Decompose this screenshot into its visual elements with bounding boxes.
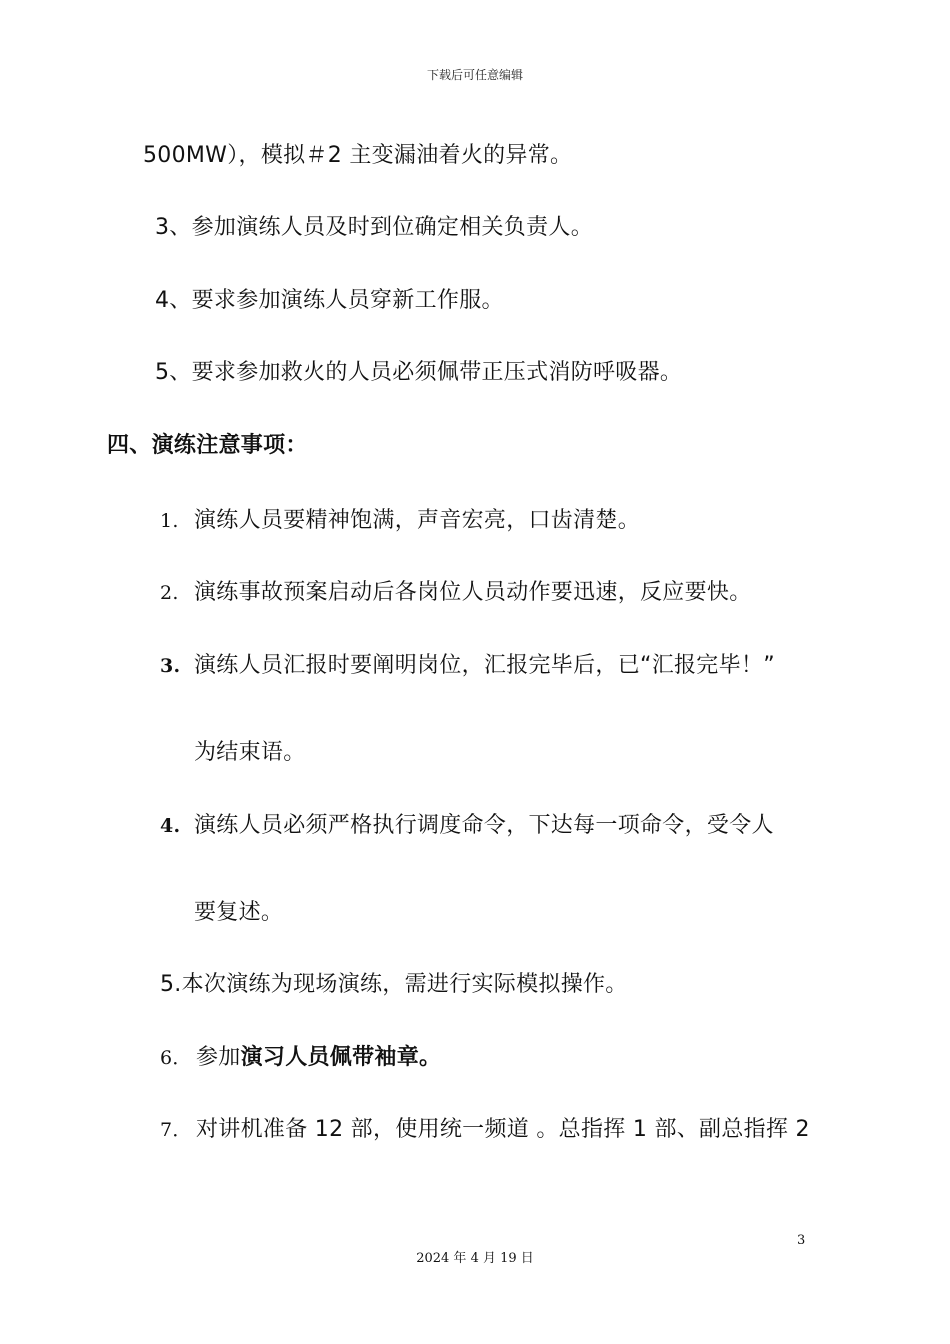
list-item: 5.本次演练为现场演练，需进行实际模拟操作。 (160, 972, 628, 997)
list-item-number: 1. (160, 510, 179, 532)
list-item-number: 7． (160, 1119, 192, 1141)
list-item (160, 1040, 441, 1071)
list-item-continuation: 为结束语。 (194, 740, 306, 765)
list-item (160, 575, 752, 606)
list-item-text: 演练人员汇报时要阐明岗位，汇报完毕后，已“汇报完毕！” (194, 653, 775, 678)
list-item (160, 648, 775, 679)
paragraph-line: 5、要求参加救火的人员必须佩带正压式消防呼吸器。 (155, 360, 683, 385)
list-item-number: 6． (160, 1047, 192, 1069)
list-item-text: 演练人员必须严格执行调度命令，下达每一项命令，受令人 (194, 813, 774, 838)
list-item-number: 4. (160, 815, 181, 837)
list-item-text: 演练事故预案启动后各岗位人员动作要迅速，反应要快。 (194, 580, 752, 605)
list-item (160, 503, 640, 534)
section-heading: 四、演练注意事项： (107, 433, 308, 458)
list-item (160, 1112, 810, 1143)
paragraph-line: 500MW），模拟＃2 主变漏油着火的异常。 (143, 143, 573, 168)
list-item (160, 808, 774, 839)
list-item-number: 2. (160, 582, 179, 604)
list-item-continuation: 要复述。 (194, 900, 284, 925)
footer-date: 2024 年 4 月 19 日 (416, 1251, 534, 1266)
list-item-number: 3. (160, 655, 181, 677)
list-item-text: 参加 (196, 1045, 241, 1070)
list-item-text: 对讲机准备 12 部，使用统一频道 。总指挥 1 部、副总指挥 2 (196, 1117, 810, 1142)
list-item-text: 演练人员要精神饱满，声音宏亮，口齿清楚。 (194, 508, 641, 533)
list-item-text-bold: 演习人员佩带袖章。 (240, 1045, 442, 1070)
paragraph-line: 3、参加演练人员及时到位确定相关负责人。 (155, 215, 593, 240)
page-number: 3 (797, 1233, 806, 1248)
page-header: 下载后可任意编辑 (426, 68, 523, 82)
paragraph-line: 4、要求参加演练人员穿新工作服。 (155, 288, 504, 313)
